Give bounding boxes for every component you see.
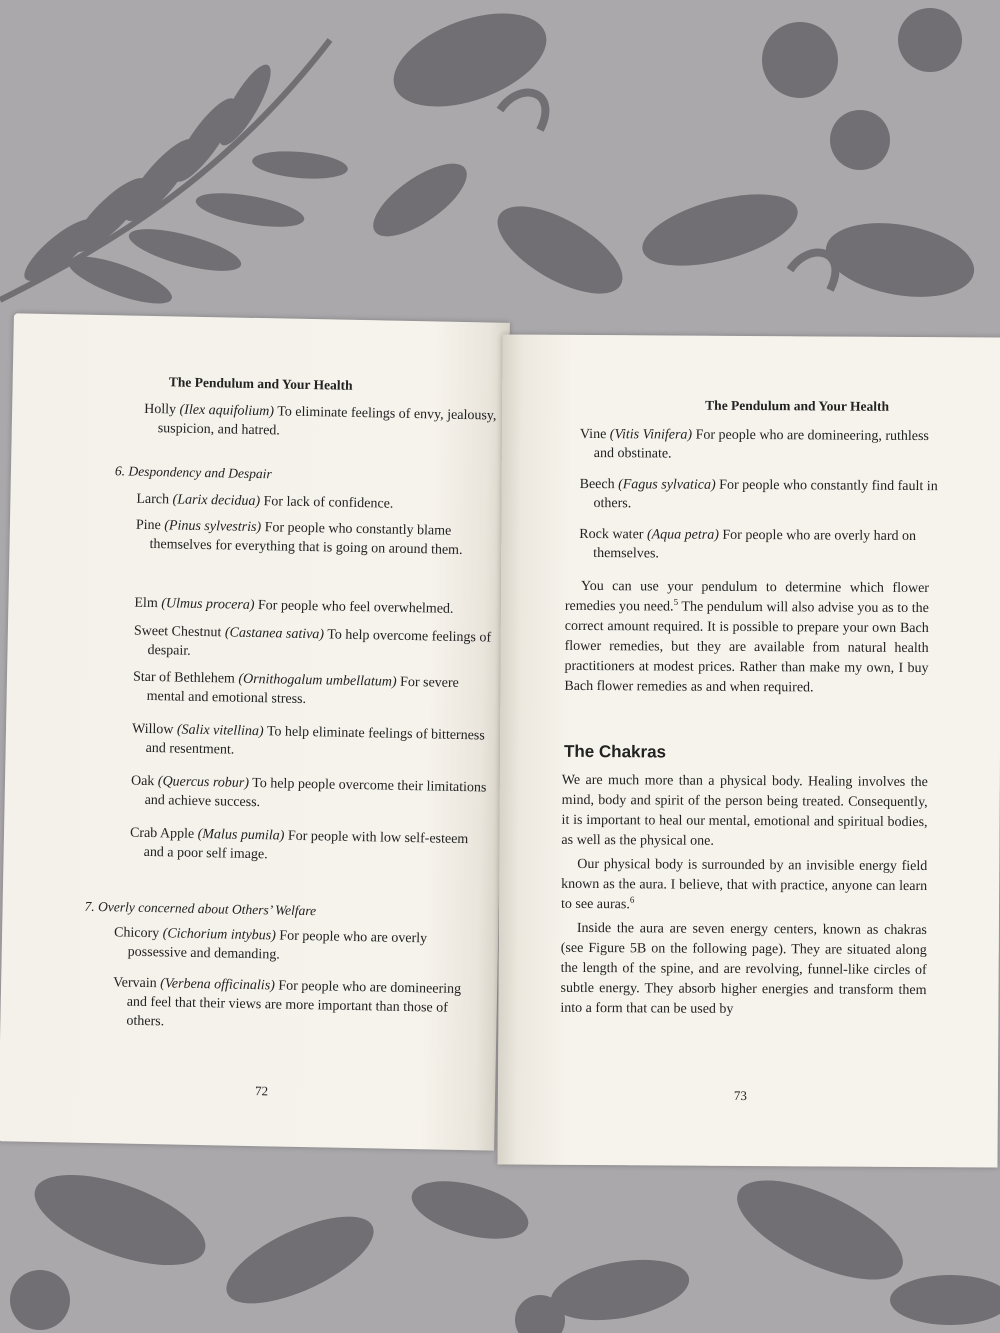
remedy-entry (580, 425, 944, 465)
remedy-entry (129, 824, 490, 869)
remedy-latin-name: (Quercus robur) (157, 774, 250, 791)
remedy-latin-name: (Pinus sylvestris) (164, 518, 262, 536)
remedy-latin-name: (Cichorium intybus) (162, 926, 276, 944)
running-head-right: The Pendulum and Your Health (705, 397, 890, 414)
remedy-name: Vine (579, 426, 607, 443)
remedy-description: For people who constantly blame themselves for everything that is going on around them. (149, 520, 463, 558)
remedy-name: Vervain (113, 975, 157, 992)
remedy-description: To help people overcome their limitations and achieve success. (144, 775, 487, 811)
remedy-description: For people who are domineering, ruthless and obstinate. (593, 427, 929, 462)
remedy-description: For severe mental and emotional stress. (146, 674, 459, 707)
remedy-name: Larch (136, 491, 170, 508)
remedy-latin-name: (Ornithogalum umbellatum) (238, 671, 397, 690)
paragraph-physical-body: We are much more than a physical body. Healing involves the mind, body and spirit of the person being treated. Consequently, it is important to heal our mental, emotional and spiritual bodies, as well as the physical one. (561, 772, 928, 849)
remedy-name: Beech (579, 476, 615, 493)
remedy-latin-name: (Vitis Vinifera) (609, 427, 693, 443)
remedy-entry (131, 720, 492, 765)
running-head-left: The Pendulum and Your Health (168, 374, 353, 393)
page-number-right: 73 (733, 1087, 747, 1103)
remedy-description: To help eliminate feelings of bitterness and resentment. (145, 724, 485, 758)
paragraph-aura: Our physical body is surrounded by an invisible energy field known as the aura. I believe, that with practice, anyone can learn to see auras.$^6$ (561, 856, 928, 913)
remedy-name: Sweet Chestnut (133, 623, 222, 641)
page-number-left: 72 (254, 1083, 269, 1099)
remedy-description: For people with low self-esteem and a poor self image. (143, 828, 469, 863)
footnote-6: 6 (629, 894, 635, 905)
remedy-name: Willow (131, 721, 174, 738)
remedy-entry (579, 475, 943, 515)
paragraph-flower-remedies: You can use your pendulum to determine which flower remedies you need.$^5$ The pendulum will also advise you as to the correct amount required. It is possible to prepare your own Bach flower remedies, but they are available from natural health practitioners at modest prices. Rather than make my own, I buy Bach flower remedies as and when required. (564, 578, 930, 696)
remedy-description: For people who feel overwhelmed. (257, 598, 454, 617)
remedy-name: Crab Apple (129, 825, 195, 842)
paragraph-chakras: Inside the aura are seven energy centers, known as chakras (see Figure 5B on the following page). They are situated along the length of the spine, and are revolving, funnel-like circles of subtle energy. They absorb higher energies and transform them into a form that can be used by (560, 920, 927, 1017)
left-page (0, 313, 510, 1150)
remedy-entry (112, 973, 481, 1037)
footnote-5: 5 (673, 596, 679, 607)
remedy-entry (132, 668, 493, 713)
remedy-latin-name: (Salix vitellina) (176, 722, 264, 740)
remedy-name: Elm (134, 595, 158, 612)
remedy-entry (135, 516, 496, 561)
remedy-latin-name: (Ulmus procera) (161, 596, 255, 613)
remedy-name: Rock water (579, 526, 644, 543)
remedy-latin-name: (Castanea sativa) (224, 625, 325, 643)
section-title-7: 7. Overly concerned about Others’ Welfare (84, 898, 317, 919)
remedy-entry (136, 490, 496, 516)
section-heading-chakras: The Chakras (563, 741, 667, 762)
remedy-description: For people who constantly find fault in others. (593, 477, 938, 512)
remedy-description: For lack of confidence. (263, 494, 394, 512)
remedy-description: For people who are overly hard on themselves. (593, 527, 917, 562)
remedy-description: For people who are overly possessive and demanding. (127, 928, 428, 963)
remedy-latin-name: (Fagus sylvatica) (618, 477, 716, 493)
remedy-entry (579, 525, 943, 565)
section-title-6: 6. Despondency and Despair (114, 463, 272, 482)
remedy-description: To help overcome feelings of despair. (147, 627, 492, 659)
remedy-latin-name: (Malus pumila) (197, 826, 285, 844)
remedy-latin-name: (Larix decidua) (172, 492, 261, 510)
remedy-entry (130, 772, 491, 817)
remedy-name: Oak (130, 773, 155, 790)
remedy-name: Star of Bethlehem (132, 669, 236, 687)
remedy-description: For people who are domineering and feel that their views are more important than those of others. (126, 978, 462, 1030)
remedy-entry (133, 622, 494, 667)
remedy-latin-name: (Verbena officinalis) (160, 976, 276, 994)
remedy-name: Pine (135, 517, 161, 534)
remedy-name: Chicory (113, 925, 160, 942)
remedy-entry (134, 594, 494, 620)
remedy-latin-name: (Aqua petra) (646, 527, 719, 543)
remedy-entry-holly: Holly (Ilex aquifolium) To eliminate feelings of envy, jealousy, suspicion, and hatred. (144, 401, 497, 439)
right-page (497, 334, 1000, 1167)
remedy-entry (114, 923, 483, 968)
